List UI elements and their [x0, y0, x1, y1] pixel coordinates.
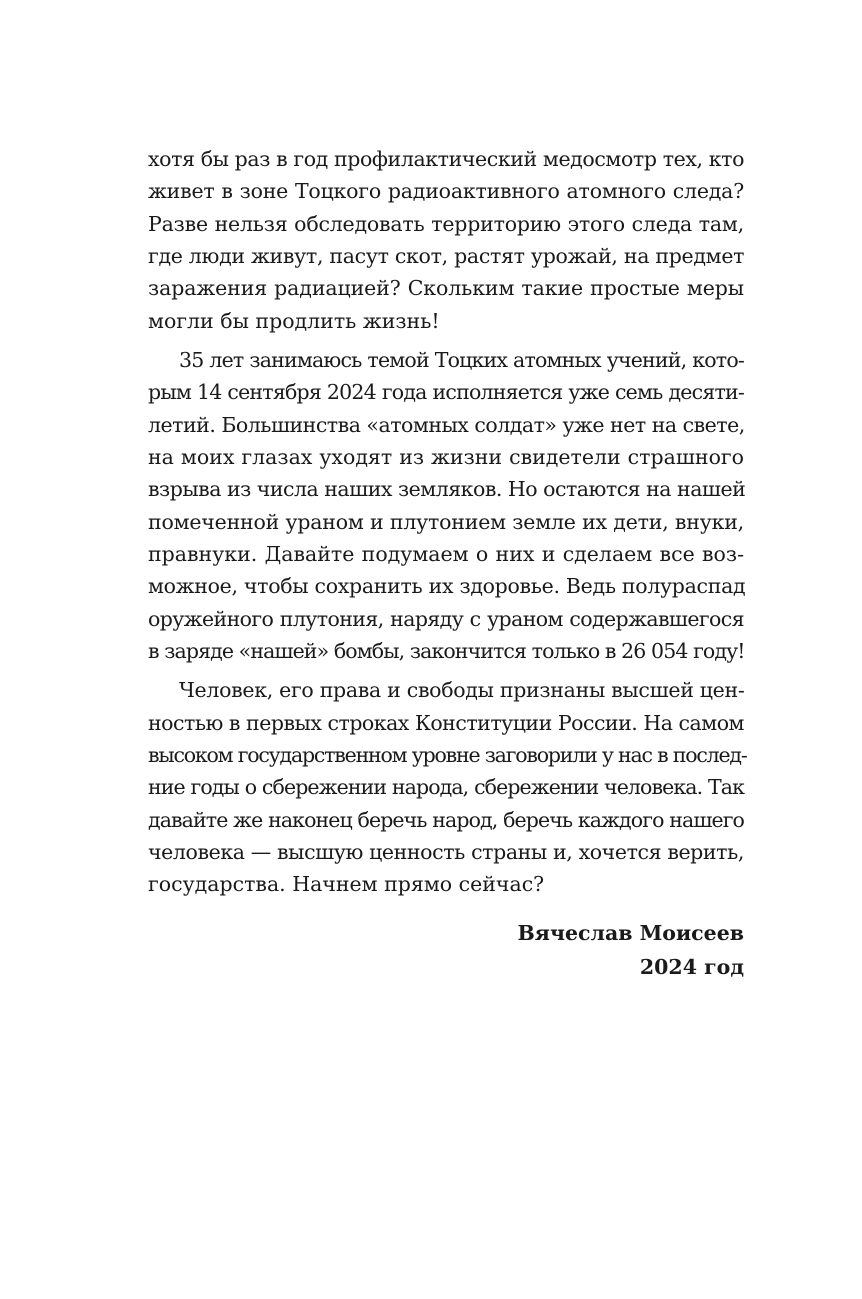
author-name: Вячеслав Моисеев	[517, 921, 744, 945]
text-line: взрыва из числа наших земляков. Но остаются на нашей	[148, 477, 746, 502]
text-line: живет в зоне Тоцкого радиоактивного атомного следа?	[148, 179, 744, 204]
text-line: давайте же наконец беречь народ, беречь каждого нашего	[148, 807, 744, 832]
paragraph	[148, 143, 744, 337]
paragraph	[148, 674, 747, 900]
paragraph-gap	[148, 337, 744, 344]
text-line: высоком государственном уровне заговорили у нас в послед-	[148, 742, 747, 767]
text-line: помеченной ураном и плутонием земле их дети, внуки,	[148, 509, 744, 534]
signature-year: 2024 год	[639, 955, 744, 979]
text-line: можное, чтобы сохранить их здоровье. Ведь полураспад	[148, 574, 746, 599]
text-line: оружейного плутония, наряду с ураном содержавшегося	[148, 606, 744, 631]
text-line: ностью в первых строках Конституции России. На самом	[148, 710, 744, 735]
paragraph	[148, 344, 744, 667]
paragraph-gap	[148, 667, 744, 674]
text-line: человека — высшую ценность страны и, хочется верить,	[148, 839, 744, 864]
text-line: летий. Большинства «атомных солдат» уже нет на свете,	[148, 412, 745, 437]
body-text	[148, 143, 747, 901]
text-line: могли бы продлить жизнь!	[148, 308, 440, 333]
text-line: правнуки. Давайте подумаем о них и сделаем все воз-	[148, 541, 744, 566]
text-line: Разве нельзя обследовать территорию этого следа там,	[148, 211, 744, 236]
text-line: хотя бы раз в год профилактический медосмотр тех, кто	[148, 147, 745, 171]
text-line: Человек, его права и свободы признаны высшей цен-	[179, 678, 745, 703]
text-line: где люди живут, пасут скот, растят урожай, на предмет	[148, 243, 745, 268]
text-line: в заряде «нашей» бомбы, закончится только в 26 054 году!	[148, 638, 745, 663]
text-line: на моих глазах уходят из жизни свидетели страшного	[148, 444, 744, 469]
signature-block	[517, 916, 744, 984]
text-line: рым 14 сентября 2024 года исполняется уже семь десяти-	[148, 380, 744, 405]
text-line: заражения радиацией? Скольким такие простые меры	[148, 276, 744, 301]
text-line: 35 лет занимаюсь темой Тоцких атомных учений, кото-	[179, 347, 744, 372]
text-line: ние годы о сбережении народа, сбережении человека. Так	[148, 775, 744, 800]
text-line: государства. Начнем прямо сейчас?	[148, 872, 545, 897]
